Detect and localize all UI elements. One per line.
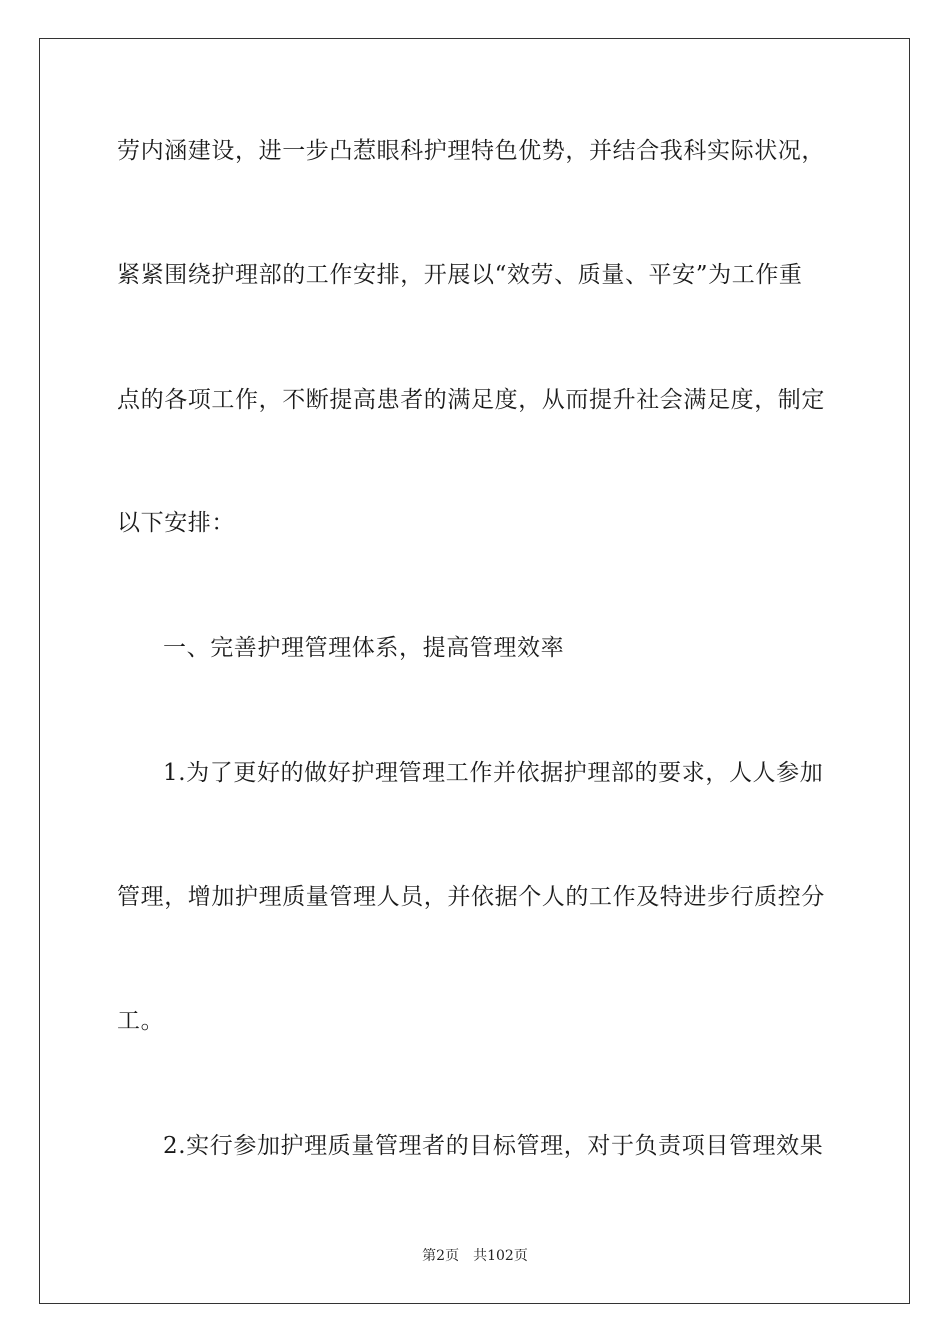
page-footer xyxy=(0,1247,950,1265)
paragraph-line-1: 劳内涵建设，进一步凸惹眼科护理特色优势，并结合我科实际状况， xyxy=(117,138,825,164)
list-item-1-line-1: 1.为了更好的做好护理管理工作并依据护理部的要求，人人参加 xyxy=(163,760,824,786)
page-border xyxy=(39,38,910,1304)
list-item-2-line-1: 2.实行参加护理质量管理者的目标管理，对于负责项目管理效果 xyxy=(163,1133,824,1159)
page-number: 第2页 xyxy=(422,1248,460,1264)
list-item-1-line-3: 工。 xyxy=(117,1008,165,1034)
paragraph-line-4: 以下安排： xyxy=(117,510,235,536)
section-heading-1: 一、完善护理管理体系，提高管理效率 xyxy=(163,635,565,661)
list-item-1-line-2: 管理，增加护理质量管理人员，并依据个人的工作及特进步行质控分 xyxy=(117,884,825,910)
paragraph-line-2: 紧紧围绕护理部的工作安排，开展以“效劳、质量、平安”为工作重 xyxy=(117,262,803,288)
paragraph-line-3: 点的各项工作，不断提高患者的满足度，从而提升社会满足度，制定 xyxy=(117,387,825,413)
page-total: 共102页 xyxy=(473,1248,528,1264)
